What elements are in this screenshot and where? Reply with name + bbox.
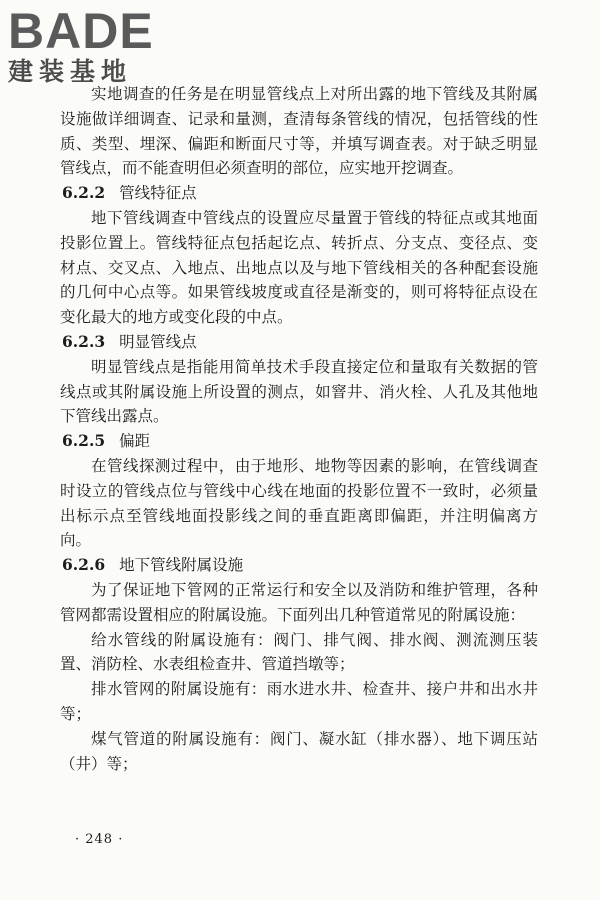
paragraph: 给水管线的附属设施有：阀门、排气阀、排水阀、测流测压装置、消防栓、水表组检查井、管道挡墩等； bbox=[60, 630, 538, 674]
section-heading bbox=[60, 553, 538, 578]
section-number: 6.2.2 bbox=[62, 183, 106, 203]
logo-subtitle: 建装基地 bbox=[8, 57, 133, 86]
page-number: · 248 · bbox=[75, 832, 124, 847]
bade-logo bbox=[8, 3, 178, 86]
paragraph: 在管线探测过程中，由于地形、地物等因素的影响，在管线调查时设立的管线点位与管线中心线在地面的投影位置不一致时，必须量出标示点至管线地面投影线之间的垂直距离即偏距，并注明偏离方向。 bbox=[60, 456, 538, 550]
section-title: 偏距 bbox=[119, 432, 151, 451]
paragraph: 煤气管道的附属设施有：阀门、凝水缸（排水器）、地下调压站（井）等； bbox=[60, 729, 538, 773]
section-heading bbox=[60, 181, 538, 206]
paragraph: 为了保证地下管网的正常运行和安全以及消防和维护管理，各种管网都需设置相应的附属设施。下面列出几种管道常见的附属设施： bbox=[60, 580, 538, 624]
paragraph: 排水管网的附属设施有：雨水进水井、检查井、接户井和出水井等； bbox=[60, 680, 538, 723]
section-number: 6.2.3 bbox=[62, 331, 106, 351]
section-number: 6.2.6 bbox=[62, 555, 106, 575]
paragraph: 地下管线调查中管线点的设置应尽量置于管线的特征点或其地面投影位置上。管线特征点包括起讫点、转折点、分支点、变径点、变材点、交叉点、入地点、出地点以及与地下管线相关的各种配套设施的几何中心点等。如果管线坡度或直径是渐变的，则可将特征点设在变化最大的地方或变化段的中点。 bbox=[60, 208, 538, 327]
section-title: 地下管线附属设施 bbox=[119, 556, 244, 575]
section-heading bbox=[60, 330, 538, 355]
section-number: 6.2.5 bbox=[62, 431, 106, 451]
logo-text: BADE bbox=[8, 3, 154, 59]
section-heading bbox=[60, 429, 538, 454]
paragraph: 明显管线点是指能用简单技术手段直接定位和量取有关数据的管线点或其附属设施上所设置的测点，如窨井、消火栓、人孔及其他地下管线出露点。 bbox=[60, 357, 538, 426]
paragraph: 实地调查的任务是在明显管线点上对所出露的地下管线及其附属设施做详细调查、记录和量测，查清每条管线的情况，包括管线的性质、类型、埋深、偏距和断面尺寸等，并填写调查表。对于缺乏明显管线点，而不能查明但必须查明的部位，应实地开挖调查。 bbox=[60, 85, 538, 178]
section-title: 明显管线点 bbox=[119, 332, 197, 351]
page-body bbox=[60, 82, 538, 776]
section-title: 管线特征点 bbox=[119, 184, 197, 203]
